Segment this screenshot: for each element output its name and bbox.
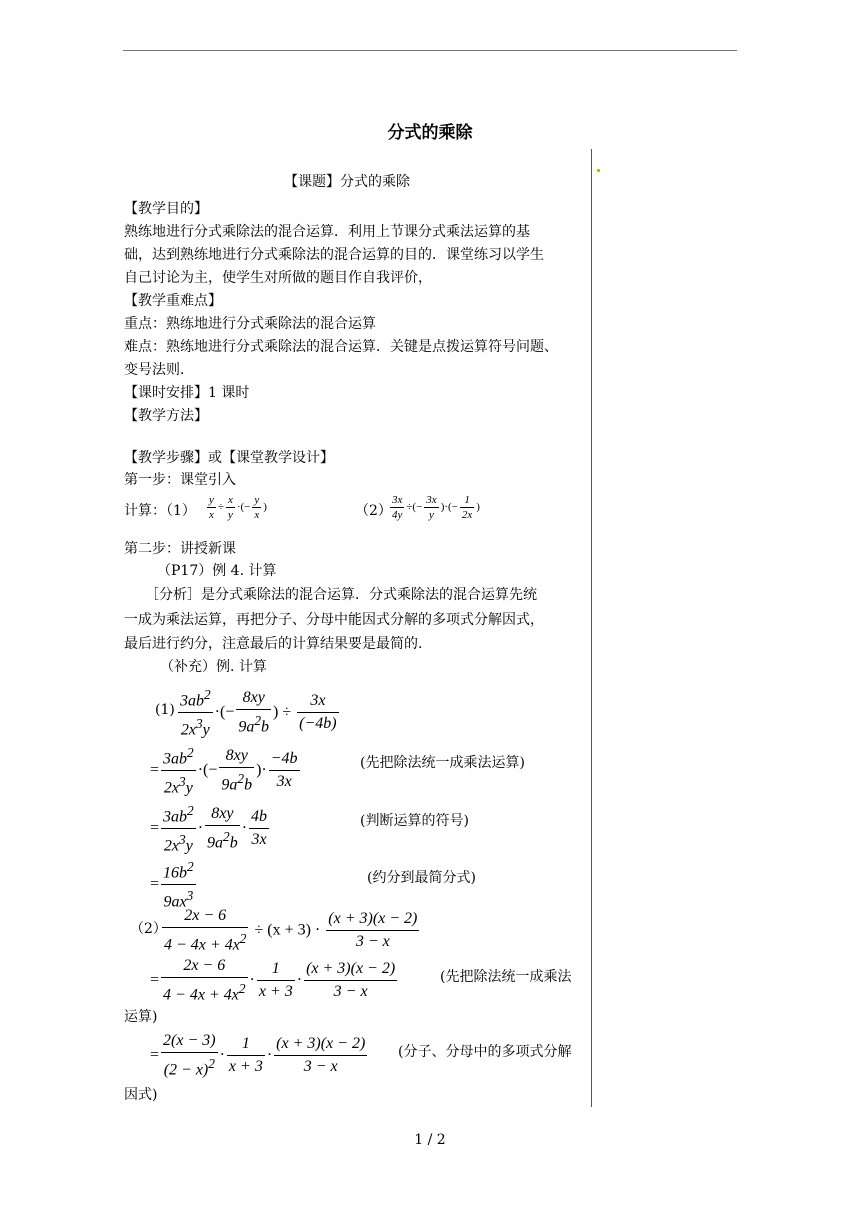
difficulty-line: 变号法则． — [124, 362, 194, 378]
note-convert: (先把除法统一成乘法运算) — [360, 755, 525, 771]
example-title: （P17）例 4. 计算 — [157, 563, 277, 579]
calc2-label: （2） — [355, 503, 392, 519]
note-sign: (判断运算的符号) — [360, 813, 469, 829]
objective-heading: 【教学目的】 — [124, 201, 208, 217]
calc-label: 计算：（1） — [124, 503, 196, 519]
step-one: 第一步：课堂引入 — [124, 472, 236, 488]
key-point: 重点：熟练地进行分式乘除法的混合运算 — [124, 316, 376, 332]
objective-line: 熟练地进行分式乘除法的混合运算．利用上节课分式乘法运算的基 — [124, 224, 530, 240]
ex1-step2: = $\frac{3ab^2}{2x^3y}$ · $\frac{8xy}{9a^2b}$ · $\frac{4b}{3x}$ — [150, 800, 271, 858]
objective-line: 础，达到熟练地进行分式乘除法的混合运算的目的．课堂练习以学生 — [124, 247, 544, 263]
margin-rule — [591, 149, 592, 1107]
key-heading: 【教学重难点】 — [124, 293, 222, 309]
note-factor-a: (分子、分母中的多项式分解 — [398, 1044, 572, 1060]
analysis-line: 一成为乘法运算，再把分子、分母中能因式分解的多项式分解因式， — [124, 612, 544, 628]
ex2-step1: = $\frac{2x - 6}{4 - 4x + 4x^2}$ · $\frac{1}{x + 3}$ · $\frac{(x + 3)(x - 2)}{3 - x}$ — [150, 955, 399, 1006]
calc-expression-1: $\frac{y}{x}$ ÷ $\frac{x}{y}$ ·(− $\frac{y}{x}$ ) — [209, 494, 267, 521]
ex2-step2: = $\frac{2(x - 3)}{(2 - x)^2}$ · $\frac{1}{x + 3}$ · $\frac{(x + 3)(x - 2)}{3 - x}$ — [150, 1030, 369, 1081]
page-number: 1 / 2 — [414, 1132, 446, 1148]
page-title: 分式的乘除 — [387, 123, 473, 143]
step-two: 第二步：讲授新课 — [124, 541, 236, 557]
note-simplify: (约分到最简分式) — [367, 870, 476, 886]
steps-heading: 【教学步骤】或【课堂教学设计】 — [124, 450, 334, 466]
note-convert-2b: 运算) — [124, 1009, 158, 1025]
ex2-expression: $\frac{2x - 6}{4 - 4x + 4x^2}$ ÷ (x + 3) · $\frac{(x + 3)(x - 2)}{3 - x}$ — [160, 905, 421, 956]
topic-heading: 【课题】分式的乘除 — [284, 174, 410, 190]
ex1-result: = $\frac{16b^2}{9ax^3}$ — [150, 856, 198, 914]
analysis-line: 最后进行约分，注意最后的计算结果要是最简的. — [124, 636, 423, 652]
note-factor-b: 因式) — [124, 1087, 158, 1103]
ex1-step1: = $\frac{3ab^2}{2x^3y}$ ·(− $\frac{8xy}{9a^2b}$ )· $\frac{-4b}{3x}$ — [150, 742, 302, 800]
note-convert-2a: (先把除法统一成乘法 — [440, 969, 572, 985]
supplement-title: （补充）例. 计算 — [160, 659, 267, 675]
header-rule — [123, 50, 737, 51]
schedule: 【课时安排】1 课时 — [124, 385, 250, 401]
ex2-label: （2） — [130, 921, 167, 937]
ex1-label: (1) — [155, 702, 175, 718]
difficulty-line: 难点：熟练地进行分式乘除法的混合运算．关键是点拨运算符号问题、 — [124, 339, 558, 355]
calc-expression-2: $\frac{3x}{4y}$ ÷(− $\frac{3x}{y}$ )·(− $\frac{1}{2x}$ ) — [392, 494, 480, 521]
objective-line: 自己讨论为主，使学生对所做的题目作自我评价， — [124, 270, 432, 286]
analysis-line: ［分析］是分式乘除法的混合运算．分式乘除法的混合运算先统 — [145, 587, 537, 603]
margin-marker — [597, 169, 600, 172]
method-heading: 【教学方法】 — [124, 408, 208, 424]
ex1-expression: $\frac{3ab^2}{2x^3y}$ ·(− $\frac{8xy}{9a^2b}$ ) ÷ $\frac{3x}{(-4b)}$ — [176, 684, 341, 742]
